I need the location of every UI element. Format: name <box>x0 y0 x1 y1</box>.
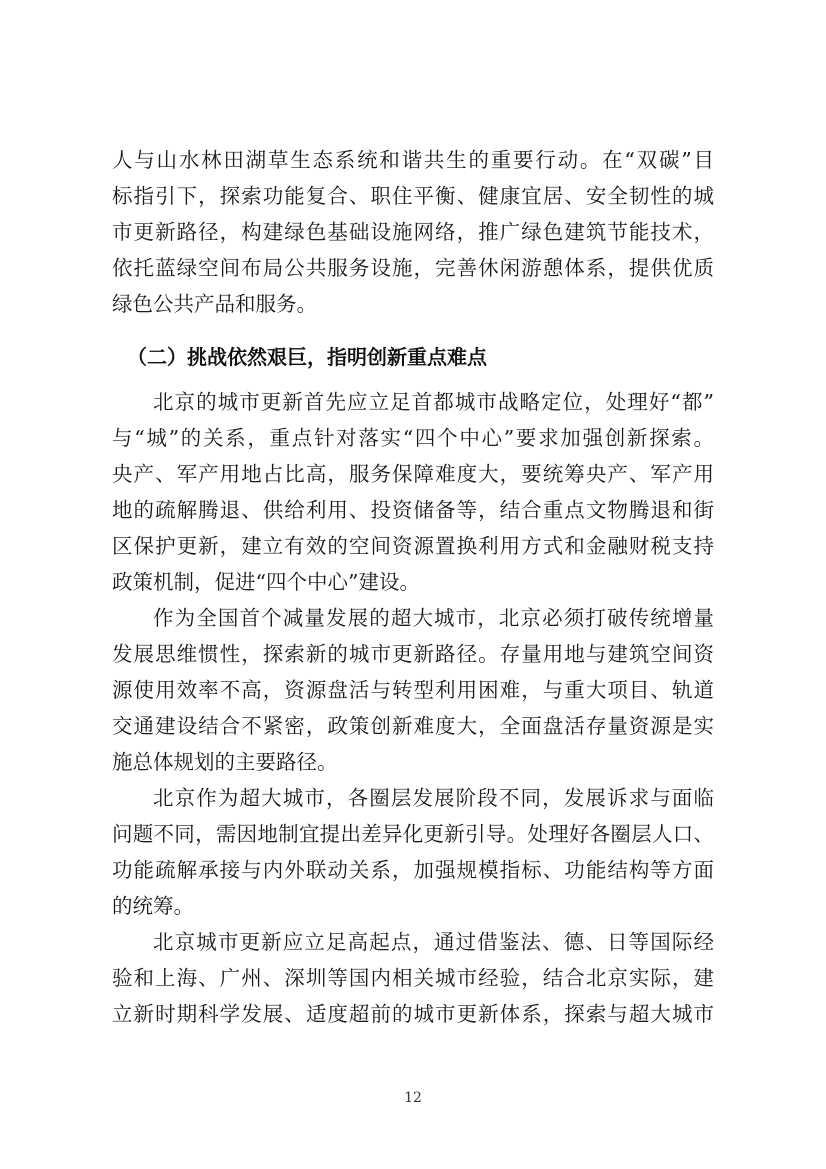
paragraph <box>112 142 714 322</box>
text-line: 区保护更新，建立有效的空间资源置换利用方式和金融财税支持 <box>112 534 714 558</box>
text-line: 验和上海、广州、深圳等国内相关城市经验，结合北京实际，建 <box>112 966 714 990</box>
paragraph <box>112 384 714 600</box>
text-line: 作为全国首个减量发展的超大城市，北京必须打破传统增量 <box>153 606 714 630</box>
text-line: 问题不同，需因地制宜提出差异化更新引导。处理好各圈层人口、 <box>112 822 714 846</box>
text-line: 市更新路径，构建绿色基础设施网络，推广绿色建筑节能技术， <box>112 220 714 244</box>
text-line: 发展思维惯性，探索新的城市更新路径。存量用地与建筑空间资 <box>112 642 714 666</box>
text-line: 北京作为超大城市，各圈层发展阶段不同，发展诉求与面临 <box>153 786 714 810</box>
page-number: 12 <box>404 1090 422 1106</box>
text-line: 北京城市更新应立足高起点，通过借鉴法、德、日等国际经 <box>153 930 714 954</box>
section-heading: （二）挑战依然艰巨，指明创新重点难点 <box>127 345 487 369</box>
document-body <box>112 142 714 1032</box>
text-line: 绿色公共产品和服务。 <box>112 292 317 316</box>
text-line: 与“城”的关系，重点针对落实“四个中心”要求加强创新探索。 <box>112 426 714 450</box>
paragraph <box>112 600 714 780</box>
text-line: 政策机制，促进“四个中心”建设。 <box>112 570 420 594</box>
text-line: 地的疏解腾退、供给利用、投资储备等，结合重点文物腾退和街 <box>112 498 714 522</box>
paragraph <box>112 780 714 924</box>
text-line: 依托蓝绿空间布局公共服务设施，完善休闲游憩体系，提供优质 <box>112 256 714 280</box>
text-line: 功能疏解承接与内外联动关系，加强规模指标、功能结构等方面 <box>112 858 714 882</box>
text-line: 源使用效率不高，资源盘活与转型利用困难，与重大项目、轨道 <box>112 678 714 702</box>
text-line: 的统筹。 <box>112 894 194 918</box>
paragraph <box>112 924 714 1032</box>
text-line: 标指引下，探索功能复合、职住平衡、健康宜居、安全韧性的城 <box>112 184 714 208</box>
text-line: 立新时期科学发展、适度超前的城市更新体系，探索与超大城市 <box>112 1002 714 1026</box>
text-line: 央产、军产用地占比高，服务保障难度大，要统筹央产、军产用 <box>112 462 714 486</box>
text-line: 北京的城市更新首先应立足首都城市战略定位，处理好“都” <box>153 390 714 414</box>
text-line: 施总体规划的主要路径。 <box>112 750 338 774</box>
text-line: 交通建设结合不紧密，政策创新难度大，全面盘活存量资源是实 <box>112 714 714 738</box>
text-line: 人与山水林田湖草生态系统和谐共生的重要行动。在“双碳”目 <box>112 148 714 172</box>
